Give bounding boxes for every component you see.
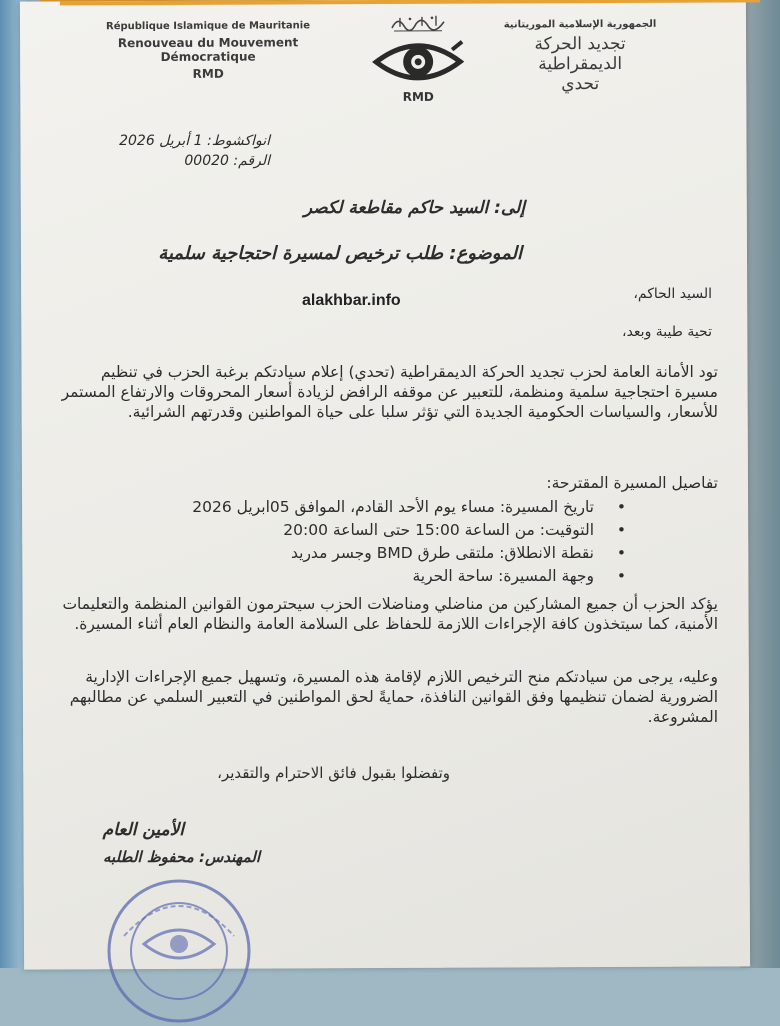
list-item (60, 542, 700, 565)
party-logo (368, 12, 468, 104)
header-fr-acronym: RMD (192, 66, 224, 81)
letter-salutation: السيد الحاكم، (633, 286, 712, 302)
logo-acronym: RMD (402, 89, 434, 104)
letter-reference: الرقم: 00020 (184, 153, 270, 169)
paragraph-request: وعليه، يرجى من سيادتكم منح الترخيص اللازم لإقامة هذه المسيرة، وتسهيل جميع الإجراءات الإدارية الضرورية لضمان تنظيمها وفق القوانين النافذة، حمايةً لحق المواطنين في التعبير السلمي عن مطالبهم المشروعة. (69, 668, 718, 726)
header-fr-party: Renouveau du Mouvement Démocratique (117, 35, 299, 64)
list-item (60, 496, 700, 519)
letter-closing: وتفضلوا بقبول فائق الاحترام والتقدير، (217, 764, 450, 782)
list-item (60, 565, 700, 588)
header-ar-country: الجمهورية الإسلامية الموريتانية (503, 18, 657, 31)
paragraph-intro: تود الأمانة العامة لحزب تجديد الحركة الديمقراطية (تحدي) إعلام سيادتكم برغبة الحزب في تنظيم مسيرة احتجاجية سلمية ومنظمة، للتعبير عن موقفه الرافض لزيادة أسعار المحروقات والارتفاع المستمر للأسعار، والسياسات الحكومية الجديدة التي تؤثر سلبا على حياة المواطنين وقدرتهم الشرائية. (61, 363, 718, 421)
march-details-list (60, 496, 700, 588)
signatory-name: المهندس: محفوظ الطلبه (103, 848, 260, 866)
signatory-title: الأمين العام (102, 820, 184, 840)
letter-greeting: تحية طيبة وبعد، (622, 324, 712, 340)
eye-icon (372, 36, 464, 88)
header-french (78, 20, 338, 81)
watermark-text: alakhbar.info (302, 292, 401, 309)
bullet-icon: • (616, 544, 626, 562)
header-fr-country: République Islamique de Mauritanie (105, 20, 311, 33)
paper-top-edge (60, 0, 760, 5)
party-stamp-icon (104, 876, 254, 1026)
detail-date: تاريخ المسيرة: مساء يوم الأحد القادم، الموافق 05ابريل 2026 (192, 498, 594, 516)
basmala-calligraphy-icon (388, 12, 448, 34)
letter-date: انواكشوط: 1 أبريل 2026 (119, 133, 270, 149)
header-ar-party: تجديد الحركة الديمقراطية (534, 33, 626, 75)
bullet-icon: • (616, 498, 626, 516)
letter-subject: الموضوع: طلب ترخيص لمسيرة احتجاجية سلمية (158, 243, 522, 264)
paragraph-commitment: يؤكد الحزب أن جميع المشاركين من مناضلي ومناضلات الحزب سيحترمون القوانين المنظمة والتعليمات الأمنية، كما سيتخذون كافة الإجراءات اللازمة للحفاظ على السلامة العامة والنظام العام أثناء المسيرة. (62, 595, 718, 633)
detail-time: التوقيت: من الساعة 15:00 حتى الساعة 20:00 (283, 521, 594, 539)
letter-recipient: إلى: السيد حاكم مقاطعة لكصر (303, 198, 525, 218)
header-ar-acronym: تحدي (561, 74, 600, 95)
details-heading: تفاصيل المسيرة المقترحة: (546, 474, 718, 492)
detail-start: نقطة الانطلاق: ملتقى طرق BMD وجسر مدريد (291, 544, 594, 562)
bullet-icon: • (616, 567, 626, 585)
detail-destination: وجهة المسيرة: ساحة الحرية (412, 567, 594, 585)
list-item (60, 519, 700, 542)
header-arabic (500, 19, 660, 95)
bullet-icon: • (616, 521, 626, 539)
